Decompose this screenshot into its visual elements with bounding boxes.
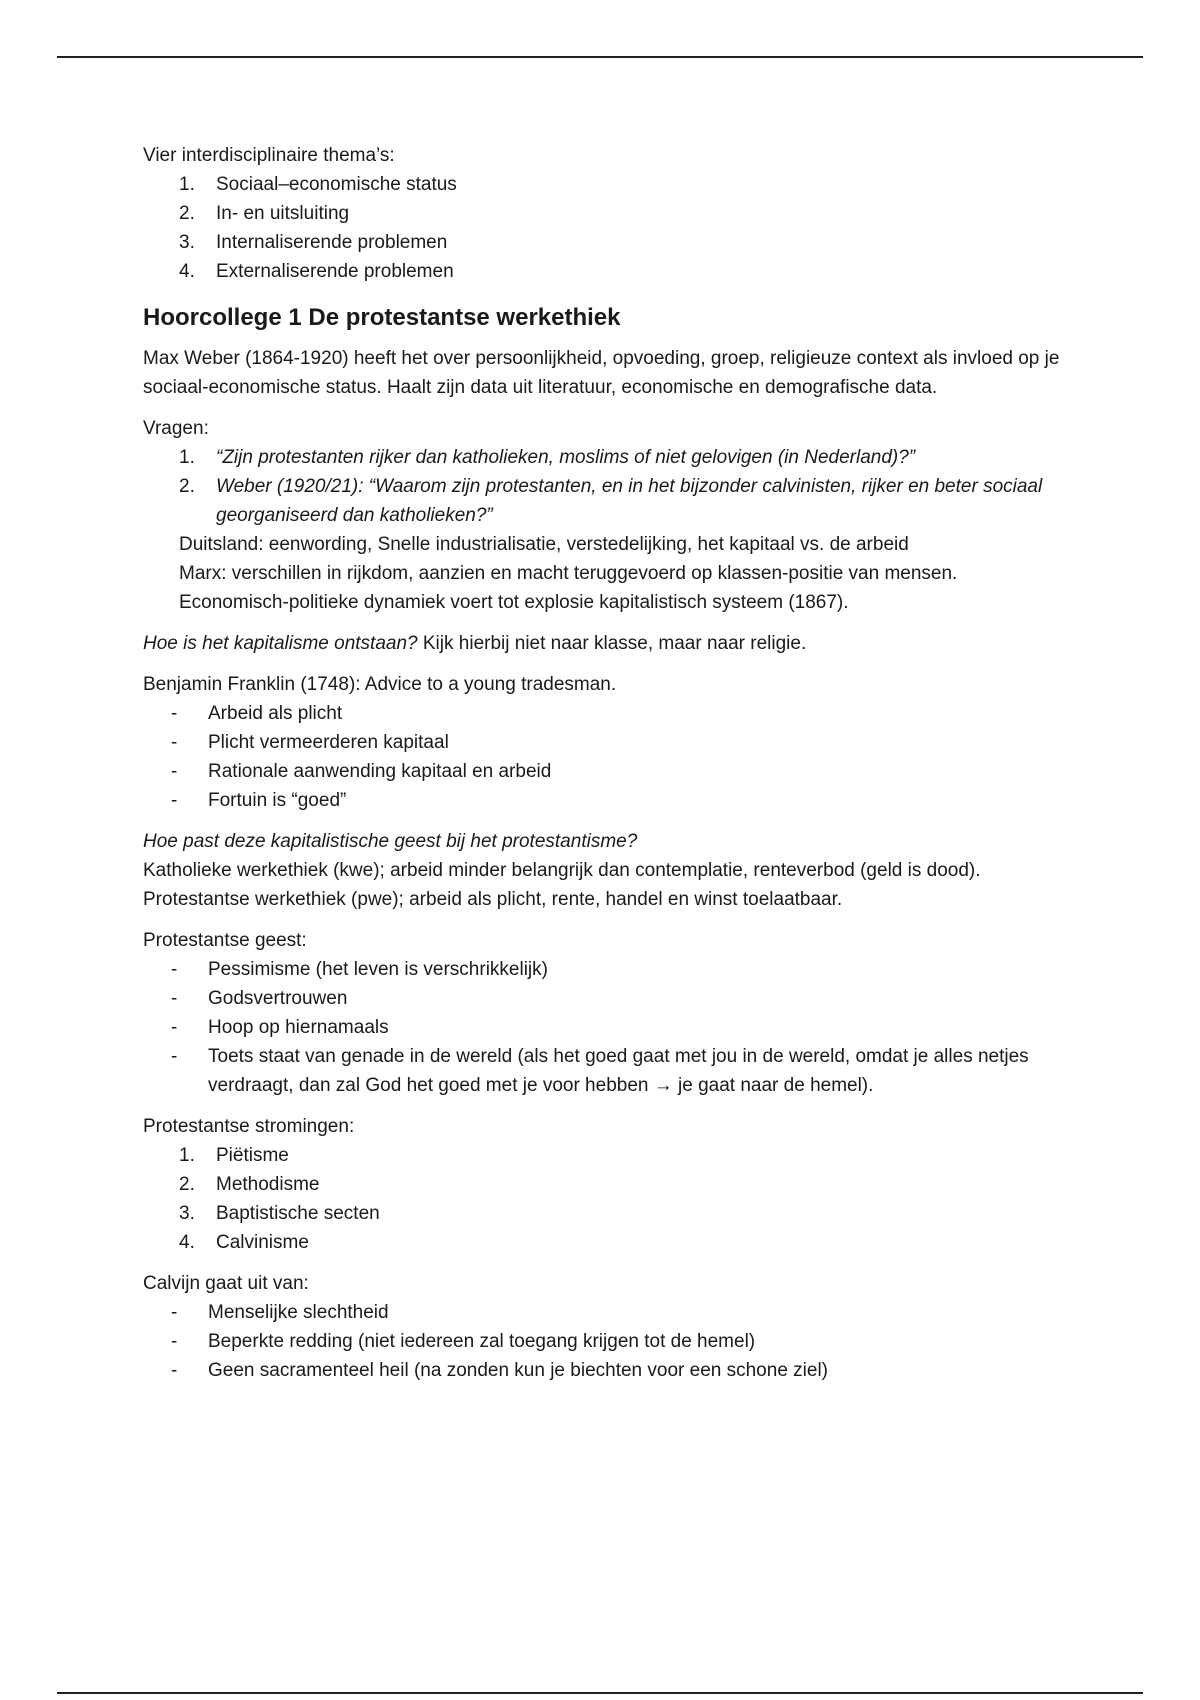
calvijn-label: Calvijn gaat uit van:: [143, 1273, 309, 1294]
section-heading: Hoorcollege 1 De protestantse werkethiek: [143, 304, 621, 331]
weber-paragraph: Max Weber (1864-1920) heeft het over persoonlijkheid, opvoeding, groep, religieuze context als invloed op je sociaal-economische status. Haalt zijn data uit literatuur, economische en demografische data.: [143, 348, 1060, 398]
vragen-note: Economisch-politieke dynamiek voert tot explosie kapitalistisch systeem (1867).: [179, 592, 849, 613]
list-item: - Rationale aanwending kapitaal en arbeid: [171, 761, 552, 782]
list-item: 3. Internaliserende problemen: [179, 232, 448, 253]
ethics-question: Hoe past deze kapitalistische geest bij het protestantisme?: [143, 831, 638, 852]
list-item: 4. Calvinisme: [179, 1232, 309, 1253]
list-item: - Menselijke slechtheid: [171, 1302, 389, 1323]
vragen-label: Vragen:: [143, 418, 209, 439]
header-rule: [57, 56, 1143, 58]
list-item: 1. Piëtisme: [179, 1145, 289, 1166]
stromingen-list: [143, 1141, 1103, 1257]
vragen-note: Marx: verschillen in rijkdom, aanzien en macht teruggevoerd op klassen-positie van mensen.: [179, 563, 958, 584]
list-item: - Godsvertrouwen: [171, 988, 348, 1009]
list-item: - Arbeid als plicht: [171, 703, 343, 724]
list-item: - Hoop op hiernamaals: [171, 1017, 389, 1038]
list-item: - Plicht vermeerderen kapitaal: [171, 732, 449, 753]
list-item: 2. Weber (1920/21): “Waarom zijn protestanten, en in het bijzonder calvinisten, rijker en beter sociaal georganiseerd dan katholieken?”: [179, 476, 1043, 526]
franklin-intro: Benjamin Franklin (1748): Advice to a young tradesman.: [143, 674, 617, 695]
list-item: - Toets staat van genade in de wereld (als het goed gaat met jou in de wereld, omdat je alles netjes verdraagt, dan zal God het goed met je voor hebben → je gaat naar de hemel).: [171, 1046, 1029, 1096]
list-item: 1. Sociaal–economische status: [179, 174, 457, 195]
list-item: 2. In- en uitsluiting: [179, 203, 350, 224]
list-item: 1. “Zijn protestanten rijker dan katholieken, moslims of niet gelovigen (in Nederland)?”: [179, 447, 916, 468]
vragen-list: [143, 443, 1103, 530]
list-item: - Pessimisme (het leven is verschrikkelijk): [171, 959, 548, 980]
geest-list: [143, 955, 1103, 1100]
geest-label: Protestantse geest:: [143, 930, 307, 951]
footer-rule: [57, 1692, 1143, 1694]
themes-list: [143, 170, 1103, 286]
list-item: 4. Externaliserende problemen: [179, 261, 454, 282]
document-page: [143, 141, 1103, 1385]
vragen-note: Duitsland: eenwording, Snelle industrialisatie, verstedelijking, het kapitaal vs. de arbeid: [179, 534, 909, 555]
capitalism-question: Hoe is het kapitalisme ontstaan? Kijk hierbij niet naar klasse, maar naar religie.: [143, 633, 807, 654]
list-item: 2. Methodisme: [179, 1174, 320, 1195]
list-item: - Fortuin is “goed”: [171, 790, 347, 811]
franklin-list: [143, 699, 1103, 815]
kwe-line: Katholieke werkethiek (kwe); arbeid minder belangrijk dan contemplatie, renteverbod (geld is dood).: [143, 860, 981, 881]
themes-intro: Vier interdisciplinaire thema’s:: [143, 145, 395, 166]
stromingen-label: Protestantse stromingen:: [143, 1116, 355, 1137]
list-item: - Beperkte redding (niet iedereen zal toegang krijgen tot de hemel): [171, 1331, 756, 1352]
list-item: - Geen sacramenteel heil (na zonden kun je biechten voor een schone ziel): [171, 1360, 828, 1381]
pwe-line: Protestantse werkethiek (pwe); arbeid als plicht, rente, handel en winst toelaatbaar.: [143, 889, 843, 910]
list-item: 3. Baptistische secten: [179, 1203, 380, 1224]
calvijn-list: [143, 1298, 1103, 1385]
